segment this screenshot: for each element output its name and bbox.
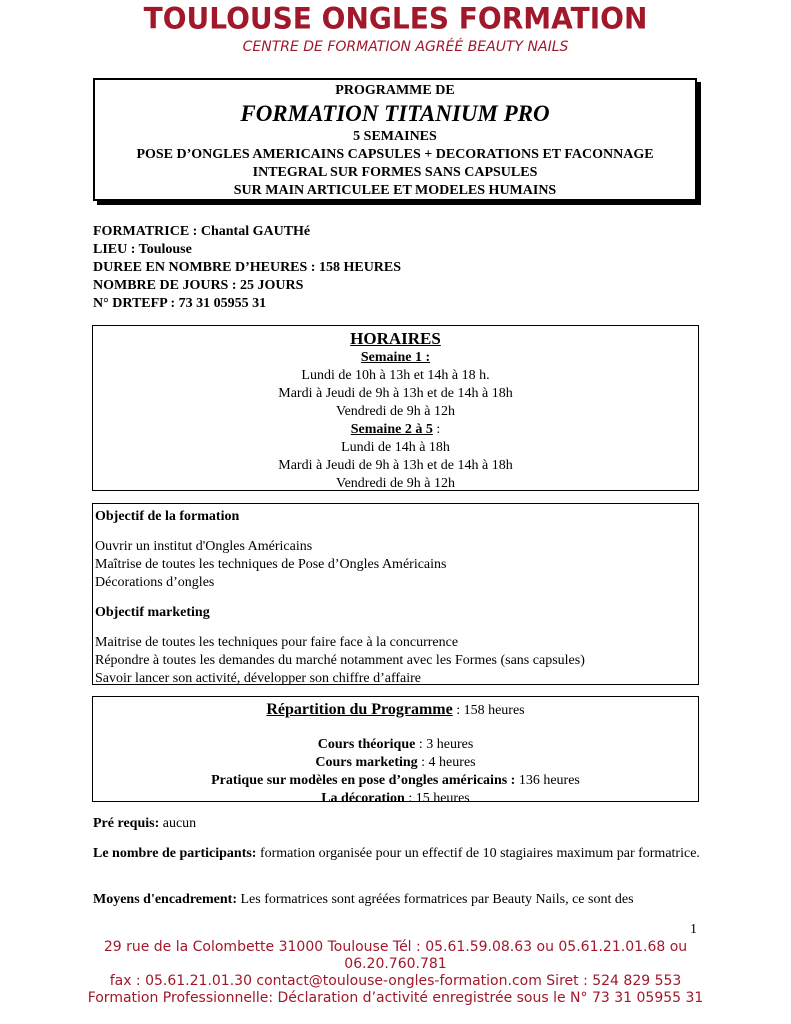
programme-desc-2: INTEGRAL SUR FORMES SANS CAPSULES: [252, 165, 538, 180]
info-formatrice: FORMATRICE : Chantal GAUTHé: [93, 224, 311, 239]
week2-line: Lundi de 14h à 18h: [341, 440, 450, 455]
info-jours: NOMBRE DE JOURS : 25 JOURS: [93, 278, 304, 293]
list-item: Savoir lancer son activité, développer son chiffre d’affaire: [95, 671, 422, 686]
week2-line: Vendredi de 9h à 12h: [336, 476, 455, 491]
week2-line: Mardi à Jeudi de 9h à 13h et de 14h à 18h: [278, 458, 513, 473]
prerequis-value: aucun: [159, 816, 197, 831]
repartition-item: [93, 736, 698, 754]
horaires-box: [92, 325, 699, 491]
programme-box: [93, 78, 697, 201]
week1-line: Mardi à Jeudi de 9h à 13h et de 14h à 18h: [278, 386, 513, 401]
list-item: Décorations d’ongles: [95, 575, 215, 590]
week1-line: Vendredi de 9h à 12h: [336, 404, 455, 419]
repartition-label: Cours théorique: [317, 737, 416, 752]
participants-paragraph: [93, 845, 703, 863]
repartition-label: La décoration: [321, 791, 405, 806]
moyens-value: Les formatrices sont agréées formatrices par Beauty Nails, ce sont des: [237, 892, 634, 907]
repartition-item: [93, 790, 698, 808]
repartition-value: : 4 heures: [417, 755, 476, 770]
programme-desc-3: SUR MAIN ARTICULEE ET MODELES HUMAINS: [233, 183, 557, 198]
list-item: Ouvrir un institut d'Ongles Américains: [95, 539, 313, 554]
footer-declaration: Formation Professionnelle: Déclaration d’activité enregistrée sous le N° 73 31 05955 31: [87, 990, 704, 1006]
logo-title: TOULOUSE ONGLES FORMATION: [143, 1, 648, 36]
repartition-item: [93, 772, 698, 790]
repartition-value: : 3 heures: [415, 737, 474, 752]
repartition-title: Répartition du Programme: [266, 701, 453, 718]
objectif-marketing-title: Objectif marketing: [95, 605, 210, 620]
repartition-value: : 15 heures: [404, 791, 470, 806]
footer-contact: fax : 05.61.21.01.30 contact@toulouse-ongles-formation.com Siret : 524 829 553: [109, 973, 682, 989]
repartition-total: : 158 heures: [452, 703, 525, 718]
week1-heading: Semaine 1 :: [360, 350, 431, 365]
list-item: Maitrise de toutes les techniques pour faire face à la concurrence: [95, 635, 459, 650]
moyens-label: Moyens d'encadrement:: [93, 892, 237, 907]
programme-duration: 5 SEMAINES: [353, 129, 437, 144]
info-drtefp: N° DRTEFP : 73 31 05955 31: [93, 296, 267, 311]
prerequis-label: Pré requis:: [93, 816, 160, 831]
footer-phone: 06.20.760.781: [344, 956, 447, 972]
repartition-item: [93, 754, 698, 772]
week2-suffix: :: [432, 422, 441, 437]
week2-heading-row: [93, 421, 698, 439]
repartition-label: Pratique sur modèles en pose d’ongles américains :: [211, 773, 516, 788]
footer-address: 29 rue de la Colombette 31000 Toulouse Tél : 05.61.59.08.63 ou 05.61.21.01.68 ou: [103, 939, 688, 955]
list-item: Maîtrise de toutes les techniques de Pose d’Ongles Américains: [95, 557, 447, 572]
repartition-value: 136 heures: [515, 773, 580, 788]
participants-label: Le nombre de participants:: [93, 846, 257, 861]
info-block: [93, 223, 401, 313]
list-item: Répondre à toutes les demandes du marché notamment avec les Formes (sans capsules): [95, 653, 585, 668]
participants-value: formation organisée pour un effectif de 10 stagiaires maximum par formatrice.: [256, 846, 700, 861]
week1-line: Lundi de 10h à 13h et 14h à 18 h.: [301, 368, 490, 383]
programme-desc-1: POSE D’ONGLES AMERICAINS CAPSULES + DECORATIONS ET FACONNAGE: [136, 147, 654, 162]
horaires-title: HORAIRES: [350, 329, 441, 348]
programme-label: PROGRAMME DE: [335, 83, 455, 98]
prerequis-paragraph: [93, 815, 703, 833]
moyens-paragraph: [93, 891, 703, 909]
objectif-formation-title: Objectif de la formation: [95, 509, 240, 524]
logo-subtitle: CENTRE DE FORMATION AGRÉÉ BEAUTY NAILS: [242, 39, 569, 55]
page-number: 1: [690, 922, 697, 937]
repartition-label: Cours marketing: [315, 755, 418, 770]
info-lieu: LIEU : Toulouse: [93, 242, 192, 257]
info-heures: DUREE EN NOMBRE D’HEURES : 158 HEURES: [93, 260, 402, 275]
repartition-box: [92, 696, 699, 806]
week2-heading: Semaine 2 à 5: [350, 422, 433, 437]
repartition-heading: [93, 701, 698, 720]
objectifs-box: [92, 503, 699, 685]
programme-title: FORMATION TITANIUM PRO: [240, 101, 550, 126]
